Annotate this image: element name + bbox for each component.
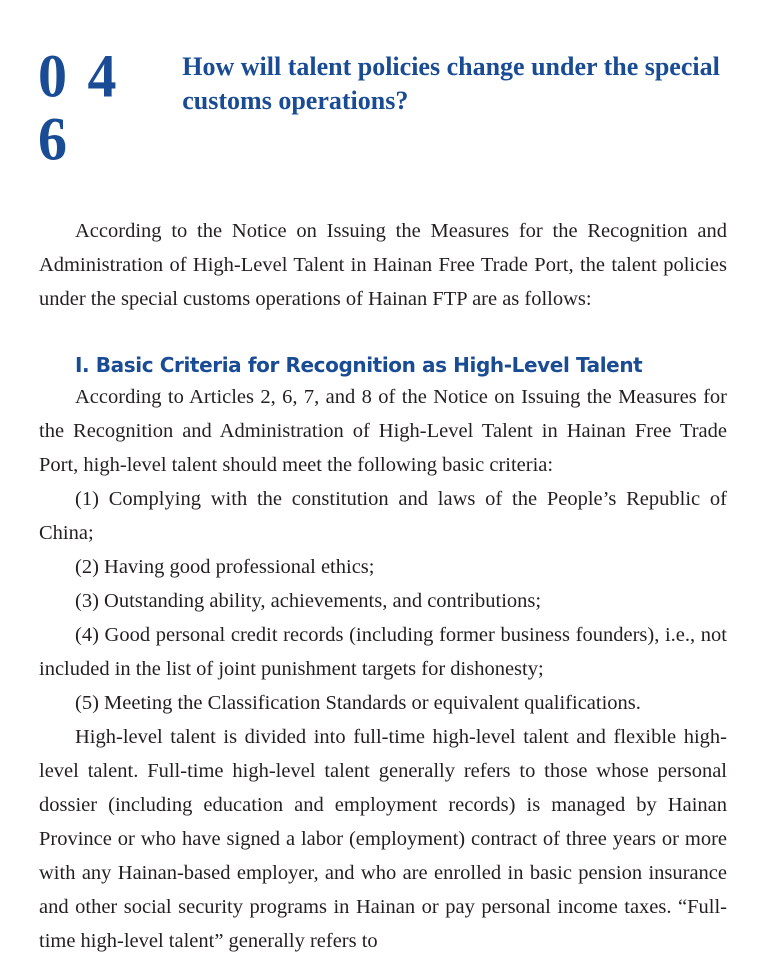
section-heading: I. Basic Criteria for Recognition as High-Level Talent [75,353,643,377]
talent-types-paragraph: High-level talent is divided into full-time high-level talent and flexible high-level talent. Full-time high-level talent generally refers to those whose personal dossier (including education and employment records) is managed by Hainan Province or who have signed a labor (employment) contract of three years or more with any Hainan-based employer, and who are enrolled in basic pension insurance and other social security programs in Hainan or pay personal income taxes. “Full-time high-level talent” generally refers to [39,726,727,952]
question-header [38,41,759,174]
criteria-item-3: (3) Outstanding ability, achievements, and contributions; [75,590,542,612]
criteria-item-5: (5) Meeting the Classification Standards or equivalent qualifications. [75,692,641,714]
question-number: 0 4 6 [38,41,120,174]
question-title: How will talent policies change under the special customs operations? [182,52,720,115]
intro-section [39,214,727,316]
criteria-item-4: (4) Good personal credit records (including former business founders), i.e., not included in the list of joint punishment targets for dishonesty; [39,624,727,680]
section-lead-paragraph: According to Articles 2, 6, 7, and 8 of the Notice on Issuing the Measures for the Recognition and Administration of High-Level Talent in Hainan Free Trade Port, high-level talent should meet the following basic criteria: [39,386,727,476]
intro-paragraph: According to the Notice on Issuing the Measures for the Recognition and Administration of High-Level Talent in Hainan Free Trade Port, the talent policies under the special customs operations of Hainan FTP are as follows: [39,220,727,310]
section-basic-criteria [39,350,727,958]
criteria-item-1: (1) Complying with the constitution and laws of the People’s Republic of China; [39,488,727,544]
criteria-item-2: (2) Having good professional ethics; [75,556,375,578]
